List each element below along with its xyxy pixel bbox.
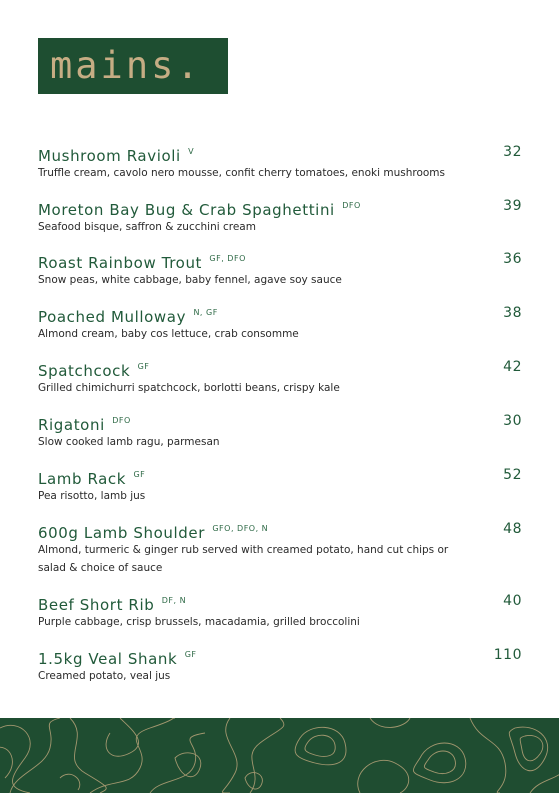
item-name: [38, 519, 268, 543]
item-name: [38, 357, 149, 381]
item-description: Almond cream, baby cos lettuce, crab consomme: [38, 328, 299, 340]
menu-item: [38, 196, 522, 236]
item-name-text: Moreton Bay Bug & Crab Spaghettini: [38, 201, 335, 219]
item-description: Grilled chimichurri spatchcock, borlotti beans, crispy kale: [38, 382, 340, 394]
item-price: 38: [503, 305, 522, 321]
item-description: Snow peas, white cabbage, baby fennel, agave soy sauce: [38, 274, 342, 286]
menu-item: [38, 303, 522, 343]
item-price: 39: [503, 198, 522, 214]
menu-item: [38, 645, 522, 685]
menu-item: [38, 519, 522, 577]
item-name-text: Lamb Rack: [38, 470, 127, 488]
item-name: [38, 142, 194, 166]
item-name: [38, 465, 145, 489]
item-name: [38, 645, 197, 669]
menu-item: [38, 465, 522, 505]
item-price: 110: [493, 647, 522, 663]
item-name: [38, 249, 246, 273]
item-name: [38, 196, 361, 220]
dietary-tags: DF, N: [161, 596, 187, 605]
footer-topographic-band: [0, 718, 559, 793]
item-name-text: Poached Mulloway: [38, 308, 187, 326]
section-title: mains.: [50, 44, 202, 87]
item-description: Slow cooked lamb ragu, parmesan: [38, 436, 220, 448]
item-description: Seafood bisque, saffron & zucchini cream: [38, 221, 256, 233]
dietary-tags: V: [188, 147, 195, 156]
menu-item: [38, 142, 522, 182]
dietary-tags: GF: [133, 470, 146, 479]
item-price: 48: [503, 521, 522, 537]
item-price: 52: [503, 467, 522, 483]
item-name-text: 1.5kg Veal Shank: [38, 650, 178, 668]
menu-item: [38, 249, 522, 289]
item-description: Creamed potato, veal jus: [38, 670, 171, 682]
item-name-text: Beef Short Rib: [38, 596, 155, 614]
menu-item: [38, 357, 522, 397]
item-description: Pea risotto, lamb jus: [38, 490, 146, 502]
item-name-text: Spatchcock: [38, 362, 131, 380]
item-price: 36: [503, 251, 522, 267]
item-name: [38, 591, 186, 615]
item-name-text: Roast Rainbow Trout: [38, 254, 203, 272]
dietary-tags: GF, DFO: [209, 254, 246, 263]
section-title-box: [38, 38, 228, 94]
item-name: [38, 411, 131, 435]
item-price: 30: [503, 413, 522, 429]
item-name: [38, 303, 218, 327]
menu-item: [38, 591, 522, 631]
item-name-text: 600g Lamb Shoulder: [38, 524, 205, 542]
item-name-text: Rigatoni: [38, 416, 105, 434]
dietary-tags: DFO: [342, 201, 361, 210]
menu-item: [38, 411, 522, 451]
topographic-pattern: [0, 718, 559, 793]
item-name-text: Mushroom Ravioli: [38, 147, 181, 165]
dietary-tags: GFO, DFO, N: [212, 524, 269, 533]
item-description: Truffle cream, cavolo nero mousse, confit cherry tomatoes, enoki mushrooms: [38, 167, 445, 179]
item-price: 42: [503, 359, 522, 375]
item-description: Almond, turmeric & ginger rub served with creamed potato, hand cut chips or salad & choice of sauce: [38, 544, 449, 574]
dietary-tags: GF: [137, 362, 150, 371]
dietary-tags: N, GF: [193, 308, 218, 317]
dietary-tags: DFO: [112, 416, 131, 425]
item-description: Purple cabbage, crisp brussels, macadamia, grilled broccolini: [38, 616, 360, 628]
item-price: 40: [503, 593, 522, 609]
item-price: 32: [503, 144, 522, 160]
dietary-tags: GF: [184, 650, 197, 659]
